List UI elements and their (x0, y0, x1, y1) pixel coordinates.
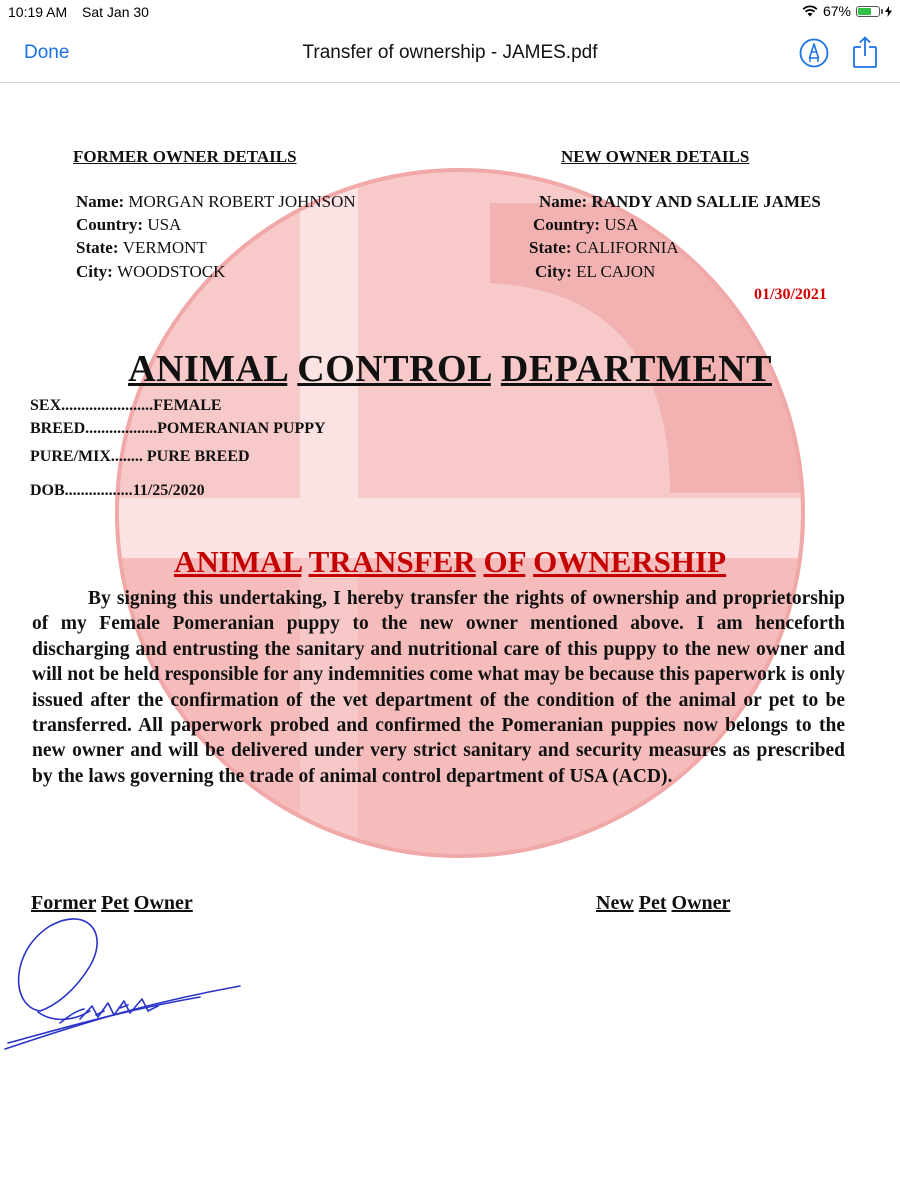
wifi-icon (802, 5, 818, 17)
former-owner-heading: FORMER OWNER DETAILS (73, 147, 297, 166)
spec-breed: BREED..................POMERANIAN PUPPY (30, 420, 326, 437)
transfer-statement: By signing this undertaking, I hereby transfer the rights of ownership and proprietorship of my Female Pomeranian puppy to the new owner mentioned above. I am henceforth discharging and entrusting the sanitary and nutritional care of this puppy to the new owner and will not be held responsible for any indemnities come what may be because this paperwork is only issued after the confirmation of the vet department of the condition of the animal or pet to be transferred. All paperwork probed and confirmed the Pomeranian puppies now belongs to the new owner and will be delivered under very strict sanitary and security measures as prescribed by the laws governing the trade of animal control department of USA (ACD). (32, 588, 845, 787)
status-right (802, 3, 892, 19)
new-owner-name: Name: RANDY AND SALLIE JAMES (539, 192, 821, 211)
department-title: ANIMAL CONTROL DEPARTMENT (128, 348, 772, 390)
former-owner-city: City: WOODSTOCK (76, 262, 226, 281)
document-date: 01/30/2021 (754, 286, 827, 303)
former-owner-signature (0, 911, 250, 1061)
battery-fill (858, 8, 871, 15)
transfer-title: ANIMAL TRANSFER OF OWNERSHIP (173, 544, 727, 579)
former-pet-owner-label: Former Pet Owner (31, 892, 193, 914)
document-title: Transfer of ownership - JAMES.pdf (302, 42, 598, 63)
new-owner-state: State: CALIFORNIA (529, 238, 679, 257)
status-date: Sat Jan 30 (82, 4, 149, 20)
new-owner-city: City: EL CAJON (535, 262, 656, 281)
share-icon[interactable] (852, 36, 878, 68)
status-time: 10:19 AM (8, 4, 68, 20)
markup-pen-icon[interactable] (799, 38, 829, 68)
status-bar (0, 0, 900, 24)
pdf-page[interactable] (0, 83, 900, 1200)
new-pet-owner-label: New Pet Owner (596, 892, 731, 914)
spec-pure-mix: PURE/MIX........ PURE BREED (30, 448, 250, 465)
done-button[interactable]: Done (24, 42, 70, 63)
nav-bar (0, 24, 900, 83)
battery-percent: 67% (822, 3, 851, 19)
spec-dob: DOB.................11/25/2020 (30, 482, 205, 499)
former-owner-country: Country: USA (76, 215, 182, 234)
new-owner-country: Country: USA (533, 215, 639, 234)
charging-bolt-icon (885, 6, 892, 17)
former-owner-state: State: VERMONT (76, 238, 207, 257)
battery-icon (856, 6, 880, 17)
new-owner-heading: NEW OWNER DETAILS (561, 147, 750, 166)
spec-sex: SEX.......................FEMALE (30, 397, 222, 414)
former-owner-name: Name: MORGAN ROBERT JOHNSON (76, 192, 356, 211)
